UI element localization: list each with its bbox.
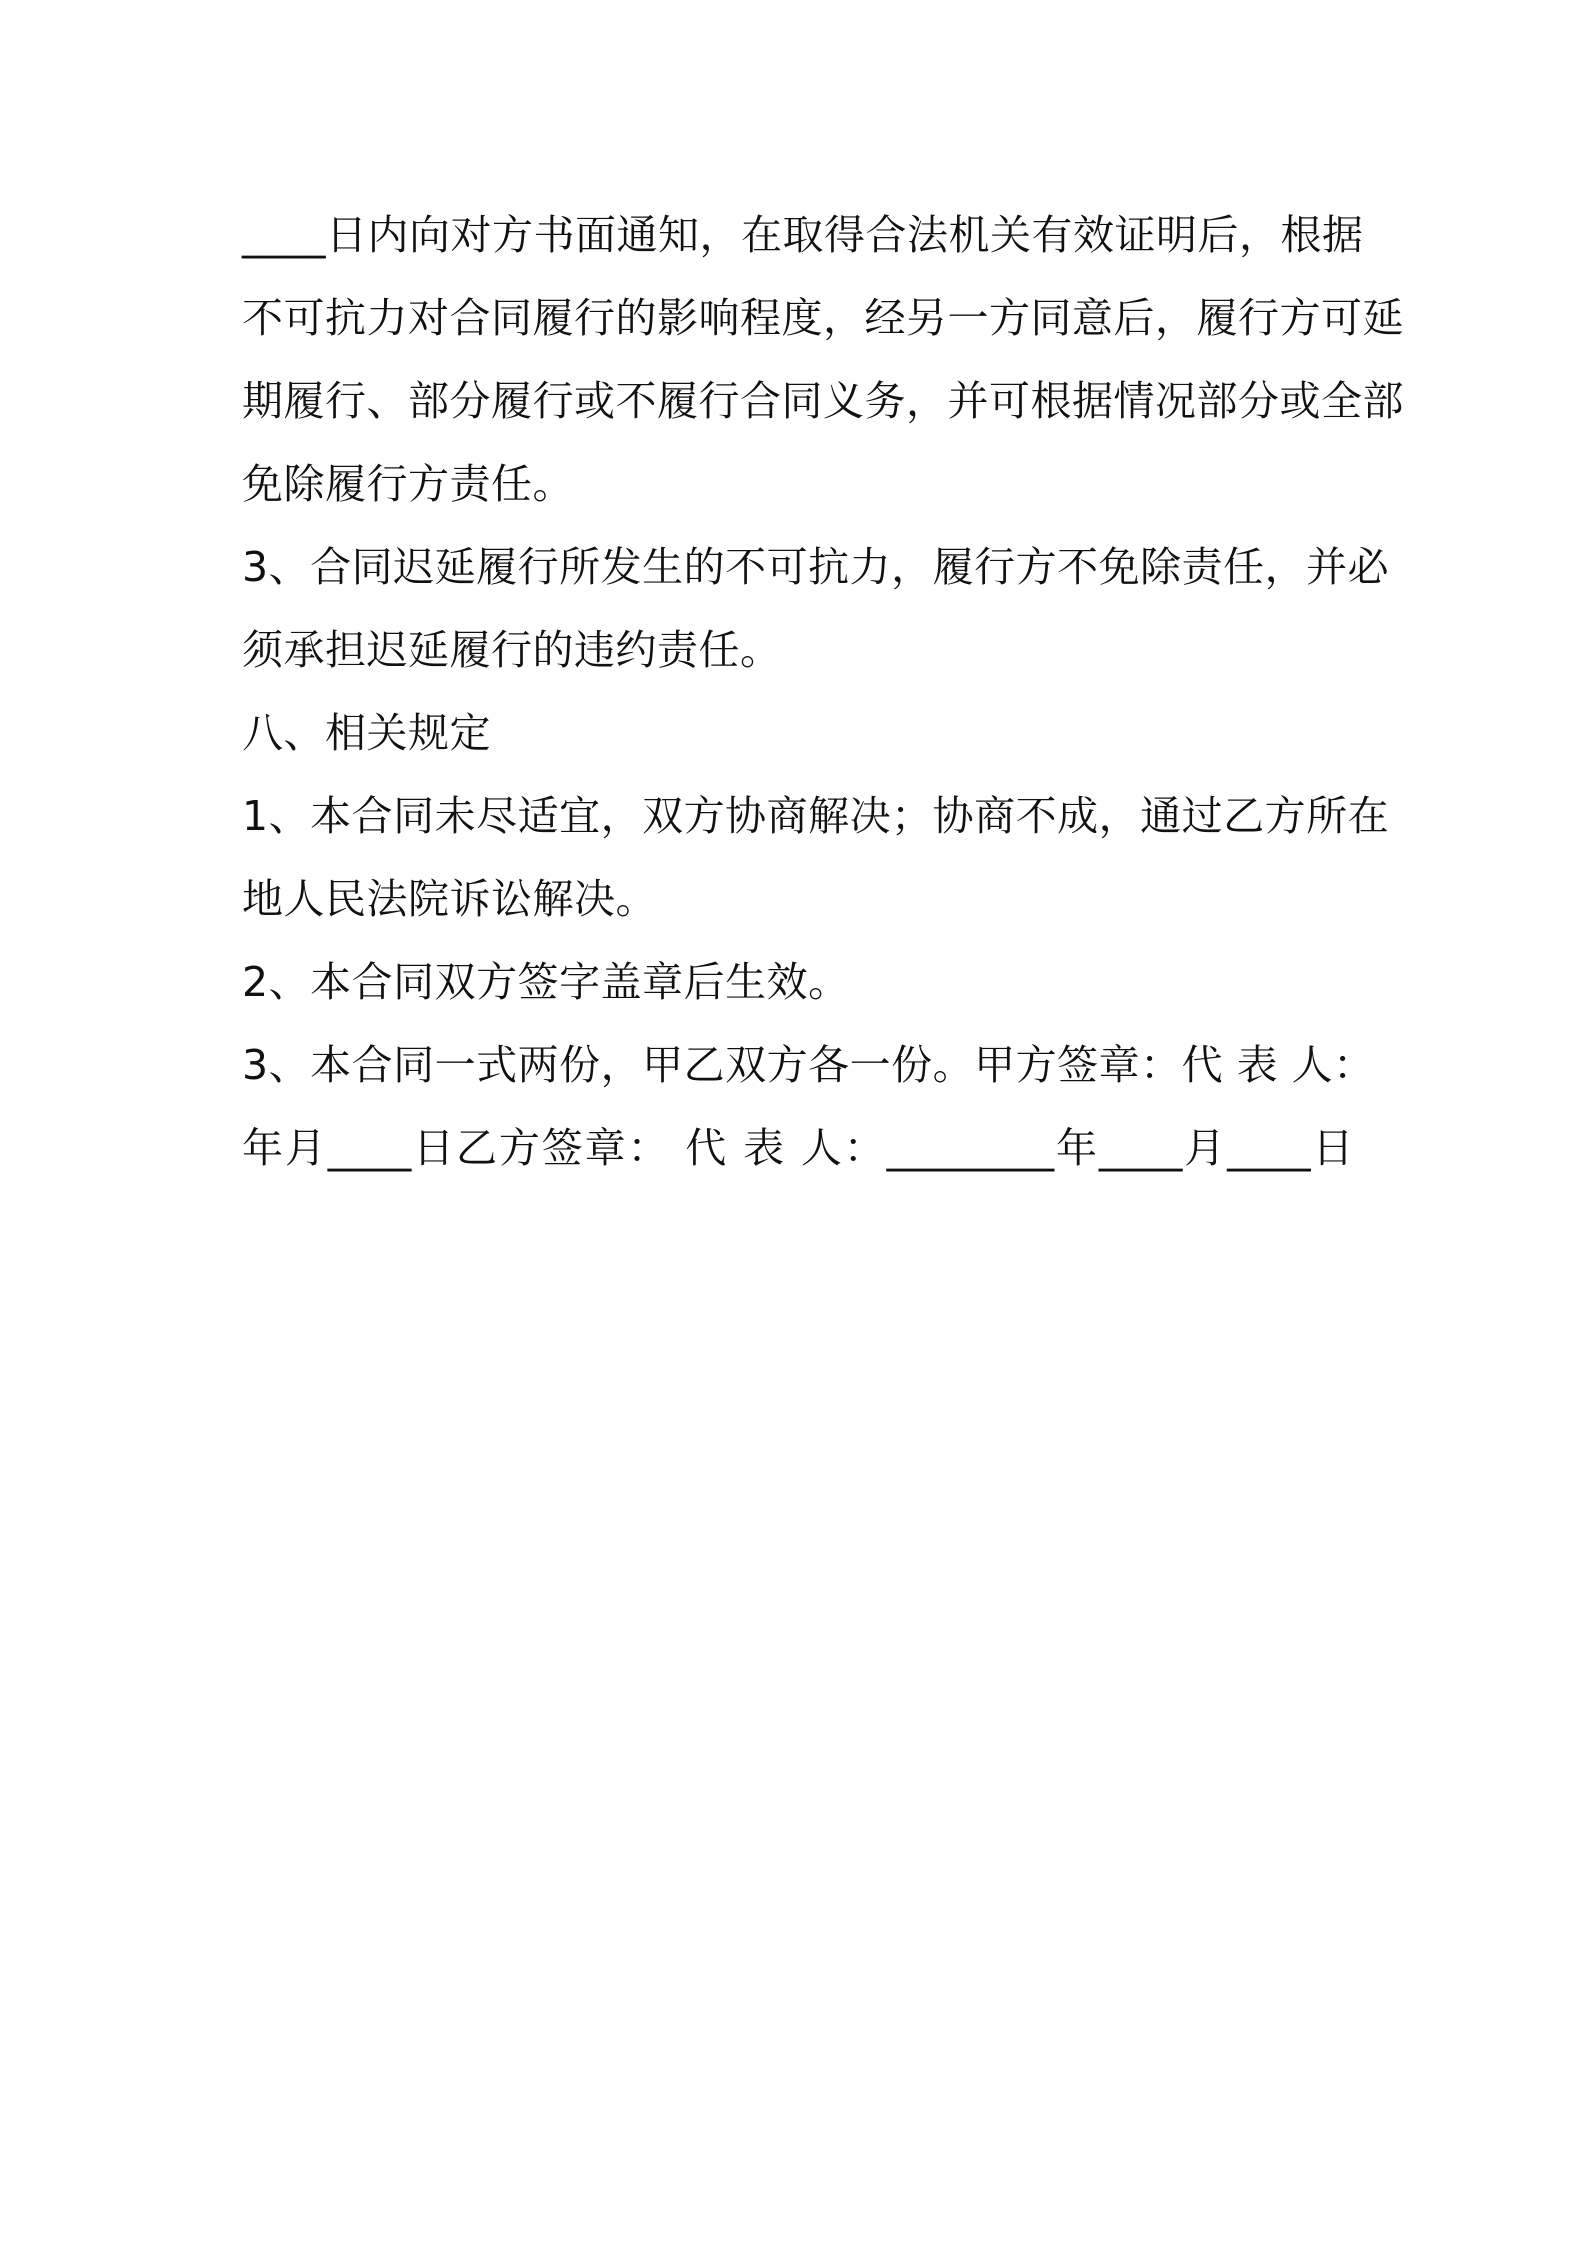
paragraph-line: 免除履行方责任。 [242, 460, 574, 508]
clause-2-line: 2、本合同双方签字盖章后生效。 [242, 958, 850, 1006]
paragraph-line: 期履行、部分履行或不履行合同义务，并可根据情况部分或全部 [242, 377, 1404, 425]
signature-line-party-b: 年月____日乙方签章： 代 表 人：________年____月____日 [242, 1124, 1354, 1172]
signature-line-party-a [242, 1024, 1375, 1107]
clause-1-line: 1、本合同未尽适宜，双方协商解决；协商不成，通过乙方所在 [242, 792, 1390, 840]
clause-3-copies-text: 3、本合同一式两份，甲乙双方各一份。 [242, 1041, 975, 1089]
party-a-signature-label: 甲方签章：代 表 人： [974, 1041, 1375, 1089]
clause-3-line: 须承担迟延履行的违约责任。 [242, 626, 782, 674]
document-body [242, 194, 1404, 1190]
clause-3-line: 3、合同迟延履行所发生的不可抗力，履行方不免除责任，并必 [242, 543, 1390, 591]
clause-1-line: 地人民法院诉讼解决。 [242, 875, 657, 923]
section-heading: 八、相关规定 [242, 709, 491, 757]
paragraph-line: 不可抗力对合同履行的影响程度，经另一方同意后，履行方可延 [242, 294, 1404, 342]
paragraph-line: ____日内向对方书面通知，在取得合法机关有效证明后，根据 [242, 211, 1364, 259]
